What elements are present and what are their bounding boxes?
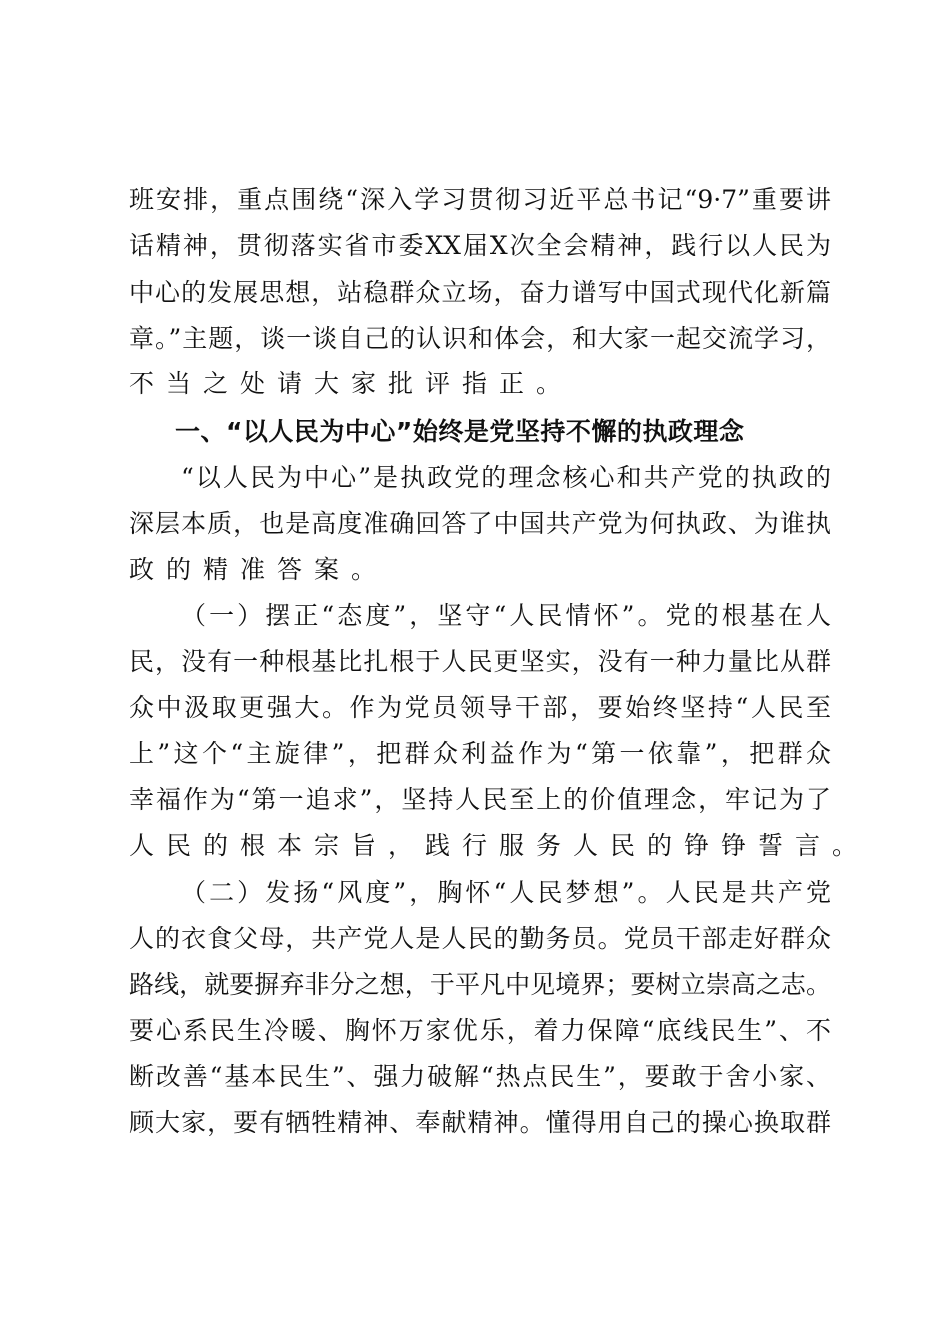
para3-line-5: 断改善“基本民生”、强力破解“热点民生”，要敢于舍小家、 <box>129 1062 831 1091</box>
intro-line-2: 话精神，贯彻落实省市委XX届X次全会精神，践行以人民为 <box>129 231 831 260</box>
para3-line-6: 顾大家，要有牺牲精神、奉献精神。懂得用自己的操心换取群 <box>129 1108 831 1137</box>
para2-line-3: 众中汲取更强大。作为党员领导干部，要始终坚持“人民至 <box>129 693 831 722</box>
section-heading-1: 一、“以人民为中心”始终是党坚持不懈的执政理念 <box>175 417 745 446</box>
para2-line-6: 人民的根本宗旨，践行服务人民的铮铮誓言。 <box>129 831 870 860</box>
para2-line-2: 民，没有一种根基比扎根于人民更坚实，没有一种力量比从群 <box>129 647 831 676</box>
para1-line-2: 深层本质，也是高度准确回答了中国共产党为何执政、为谁执 <box>129 509 831 538</box>
intro-line-1: 班安排，重点围绕“深入学习贯彻习近平总书记“9·7”重要讲 <box>129 185 831 214</box>
para2-line-5: 幸福作为“第一追求”，坚持人民至上的价值理念，牢记为了 <box>129 785 831 814</box>
para2-line-4: 上”这个“主旋律”，把群众利益作为“第一依靠”，把群众 <box>129 739 831 768</box>
para2-line-1: （一）摆正“态度”，坚守“人民情怀”。党的根基在人 <box>181 601 831 630</box>
para3-line-3: 路线，就要摒弃非分之想，于平凡中见境界；要树立崇高之志。 <box>129 970 831 999</box>
intro-line-5: 不当之处请大家批评指正。 <box>129 369 574 398</box>
para1-line-1: “以人民为中心”是执政党的理念核心和共产党的执政的 <box>181 463 831 492</box>
para3-line-2: 人的衣食父母，共产党人是人民的勤务员。党员干部走好群众 <box>129 924 831 953</box>
para3-line-1: （二）发扬“风度”，胸怀“人民梦想”。人民是共产党 <box>181 878 831 907</box>
intro-line-4: 章。”主题，谈一谈自己的认识和体会，和大家一起交流学习， <box>129 324 831 353</box>
para1-line-3: 政的精准答案。 <box>129 555 389 584</box>
para3-line-4: 要心系民生冷暖、胸怀万家优乐，着力保障“底线民生”、不 <box>129 1016 831 1045</box>
intro-line-3: 中心的发展思想，站稳群众立场，奋力谱写中国式现代化新篇 <box>129 278 831 307</box>
